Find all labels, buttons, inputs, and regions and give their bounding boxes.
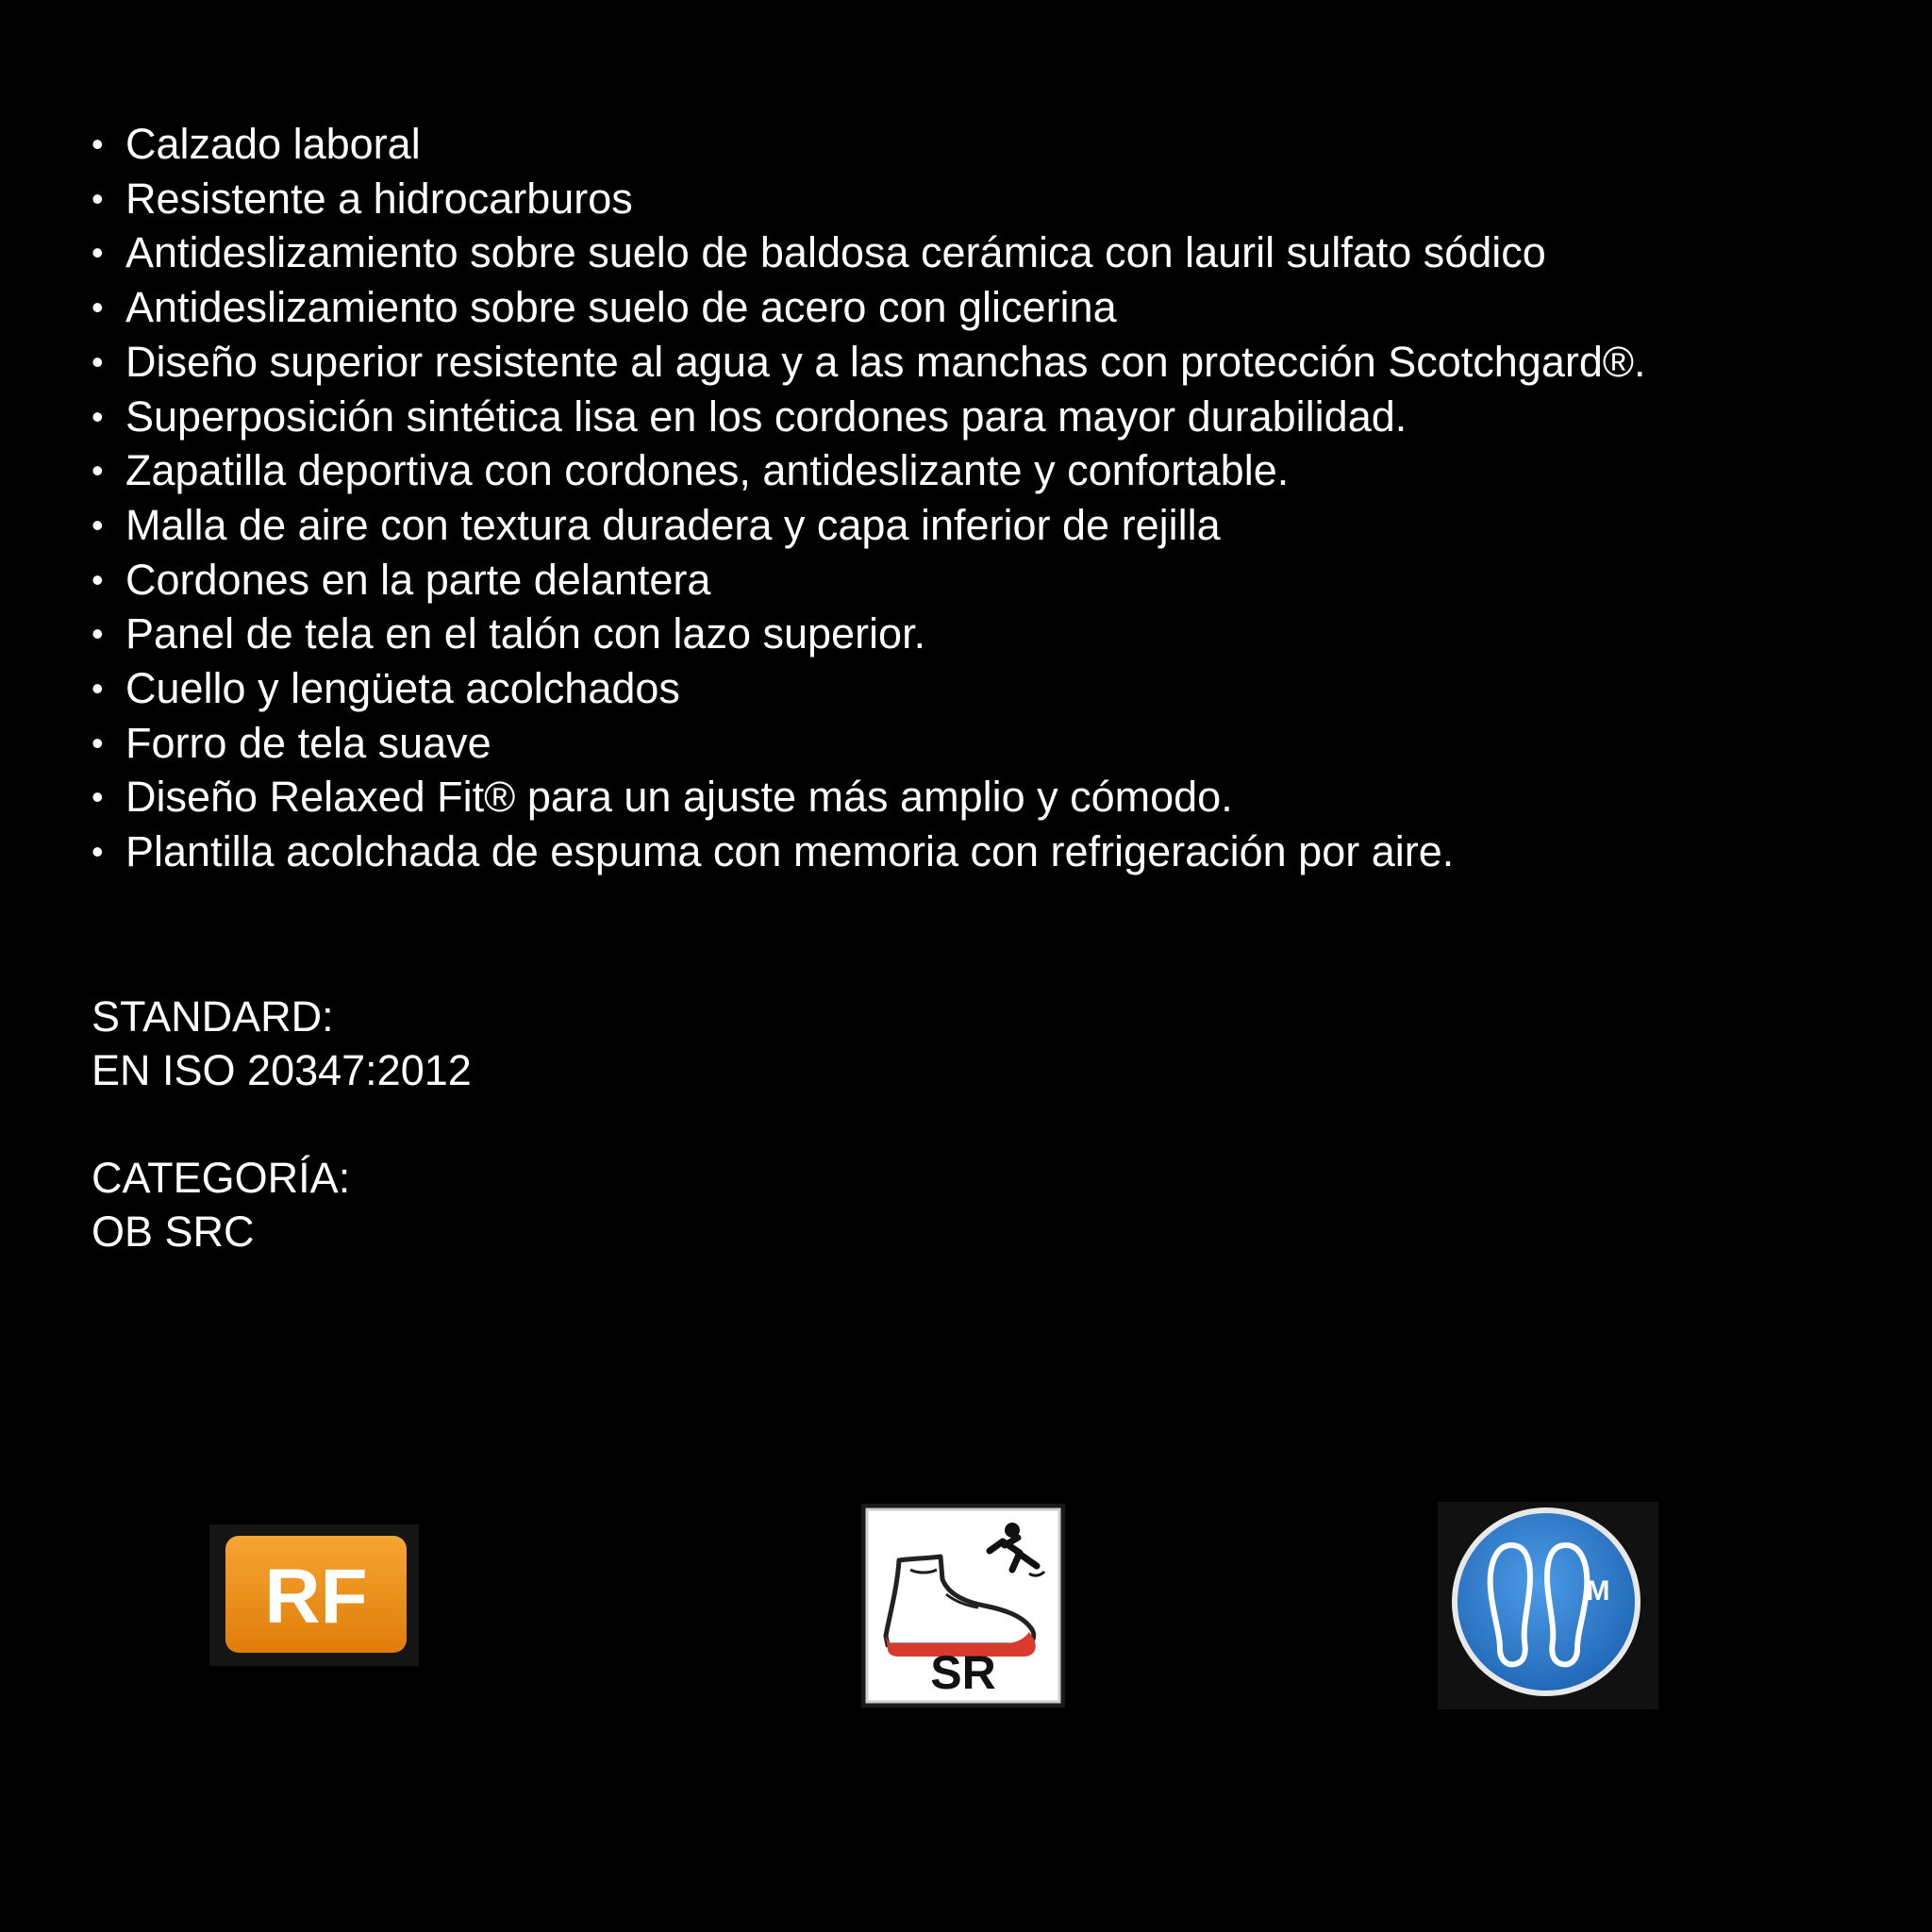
feature-item: • Cordones en la parte delantera (92, 553, 1646, 608)
standard-section (92, 990, 472, 1097)
feature-item: • Calzado laboral (92, 117, 1646, 172)
feature-item: • Panel de tela en el talón con lazo superior. (92, 607, 1646, 661)
feature-item: • Resistente a hidrocarburos (92, 172, 1646, 226)
feature-item: • Superposición sintética lisa en los cordones para mayor durabilidad. (92, 390, 1646, 444)
standard-value: EN ISO 20347:2012 (92, 1046, 472, 1094)
category-label: CATEGORÍA: (92, 1154, 351, 1202)
category-section (92, 1151, 350, 1258)
feature-item: • Antideslizamiento sobre suelo de acero con glicerina (92, 280, 1646, 335)
feature-item: • Diseño superior resistente al agua y a las manchas con protección Scotchgard®. (92, 335, 1646, 390)
sr-badge-text: SR (930, 1646, 996, 1699)
feature-item: • Plantilla acolchada de espuma con memoria con refrigeración por aire. (92, 824, 1646, 879)
category-value: OB SRC (92, 1208, 255, 1256)
feature-item: • Zapatilla deportiva con cordones, antideslizante y confortable. (92, 443, 1646, 498)
feature-item: • Malla de aire con textura duradera y capa inferior de rejilla (92, 498, 1646, 553)
memory-foam-insole-icon (1438, 1502, 1658, 1709)
rf-badge-text: RF (264, 1554, 368, 1640)
feature-item: • Cuello y lengüeta acolchados (92, 661, 1646, 716)
memory-badge-text: M (1586, 1575, 1610, 1607)
feature-list (92, 117, 1646, 879)
slip-resistant-badge-icon (861, 1504, 1065, 1707)
feature-item: • Antideslizamiento sobre suelo de baldosa cerámica con lauril sulfato sódico (92, 225, 1646, 280)
feature-item: • Forro de tela suave (92, 716, 1646, 771)
rf-badge-icon (209, 1524, 419, 1666)
standard-label: STANDARD: (92, 992, 334, 1041)
feature-item: • Diseño Relaxed Fit® para un ajuste más amplio y cómodo. (92, 770, 1646, 824)
